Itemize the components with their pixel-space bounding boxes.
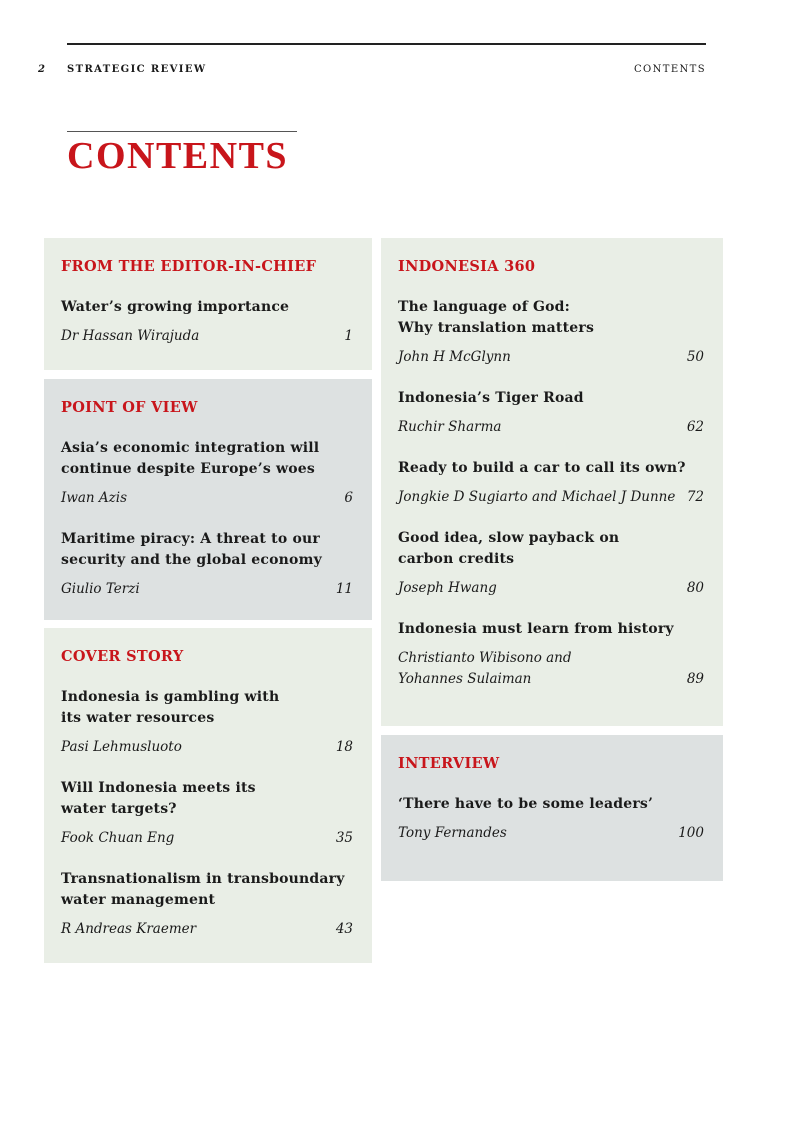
toc-entry[interactable] (398, 458, 706, 508)
entry-title: Indonesia’s Tiger Road (398, 390, 584, 406)
running-header-section: CONTENTS (633, 64, 706, 75)
toc-entry[interactable] (398, 619, 706, 690)
entry-title (61, 529, 355, 571)
entry-page: 18 (335, 739, 353, 755)
entry-author: Giulio Terzi (61, 581, 140, 597)
entry-title-line: Good idea, slow payback on (398, 530, 620, 546)
page-number: 2 (38, 64, 45, 75)
toc-entry[interactable] (398, 388, 706, 438)
section-indonesia-360 (381, 238, 723, 726)
entry-page: 43 (335, 921, 353, 937)
toc-entry[interactable] (398, 297, 706, 368)
entry-author: Ruchir Sharma (398, 419, 502, 435)
entry-author-line: Christianto Wibisono and (398, 650, 572, 666)
entry-author: Joseph Hwang (398, 580, 497, 596)
entry-title-line: Asia’s economic integration will (61, 440, 320, 456)
entry-title-line: Maritime piracy: A threat to our (61, 531, 320, 547)
entry-title (398, 528, 706, 570)
entry-title-line: Why translation matters (398, 320, 595, 336)
entry-author-line: Yohannes Sulaiman (398, 671, 532, 687)
entry-page: 62 (686, 419, 704, 435)
entry-title-line: Transnationalism in transboundary (61, 871, 345, 887)
entry-title-line: water management (61, 892, 216, 908)
page-title: CONTENTS (67, 135, 289, 177)
entry-page: 11 (335, 581, 353, 597)
entry-author (398, 648, 687, 690)
title-rule (67, 131, 297, 132)
entry-title: Ready to build a car to call its own? (398, 460, 686, 476)
entry-author: Fook Chuan Eng (61, 830, 175, 846)
section-title: COVER STORY (61, 648, 184, 665)
section-title: POINT OF VIEW (61, 399, 198, 416)
section-cover-story (44, 628, 372, 963)
toc-entry[interactable] (61, 297, 355, 347)
entry-title-line: water targets? (61, 801, 177, 817)
entry-page: 72 (686, 489, 704, 505)
entry-author: John H McGlynn (398, 349, 511, 365)
section-title: INDONESIA 360 (398, 258, 536, 275)
entry-page: 35 (335, 830, 353, 846)
section-title: FROM THE EDITOR-IN-CHIEF (61, 258, 317, 275)
entry-page: 50 (686, 349, 704, 365)
publication-name: STRATEGIC REVIEW (67, 64, 207, 75)
toc-entry[interactable] (61, 438, 355, 509)
entry-title: Indonesia must learn from history (398, 621, 674, 637)
entry-title (398, 297, 706, 339)
entry-page: 1 (344, 328, 353, 344)
entry-author: Jongkie D Sugiarto and Michael J Dunne (398, 489, 676, 505)
entry-title: Water’s growing importance (61, 299, 290, 315)
entry-title (61, 438, 355, 480)
entry-title: ‘There have to be some leaders’ (398, 796, 654, 812)
toc-entry[interactable] (61, 869, 355, 940)
entry-title-line: security and the global economy (61, 552, 322, 568)
entry-author: Pasi Lehmusluoto (61, 739, 182, 755)
entry-title-line: Will Indonesia meets its (61, 780, 256, 796)
entry-title-line: carbon credits (398, 551, 515, 567)
section-title: INTERVIEW (398, 755, 500, 772)
entry-author: Tony Fernandes (398, 825, 507, 841)
entry-title-line: Indonesia is gambling with (61, 689, 280, 705)
entry-author: R Andreas Kraemer (61, 921, 197, 937)
toc-entry[interactable] (61, 529, 355, 600)
entry-title (61, 778, 355, 820)
section-point-of-view (44, 379, 372, 620)
top-rule (67, 43, 706, 45)
entry-title (61, 687, 355, 729)
entry-author: Dr Hassan Wirajuda (61, 328, 200, 344)
section-editor-in-chief (44, 238, 372, 370)
entry-title (61, 869, 355, 911)
toc-entry[interactable] (61, 687, 355, 758)
toc-entry[interactable] (398, 794, 706, 844)
entry-page: 100 (678, 825, 704, 841)
entry-page: 6 (344, 490, 353, 506)
entry-page: 80 (686, 580, 704, 596)
entry-author: Iwan Azis (61, 490, 128, 506)
toc-entry[interactable] (61, 778, 355, 849)
section-interview (381, 735, 723, 881)
entry-page: 89 (686, 671, 704, 687)
entry-title-line: The language of God: (398, 299, 571, 315)
toc-entry[interactable] (398, 528, 706, 599)
entry-title-line: continue despite Europe’s woes (61, 461, 315, 477)
entry-title-line: its water resources (61, 710, 215, 726)
